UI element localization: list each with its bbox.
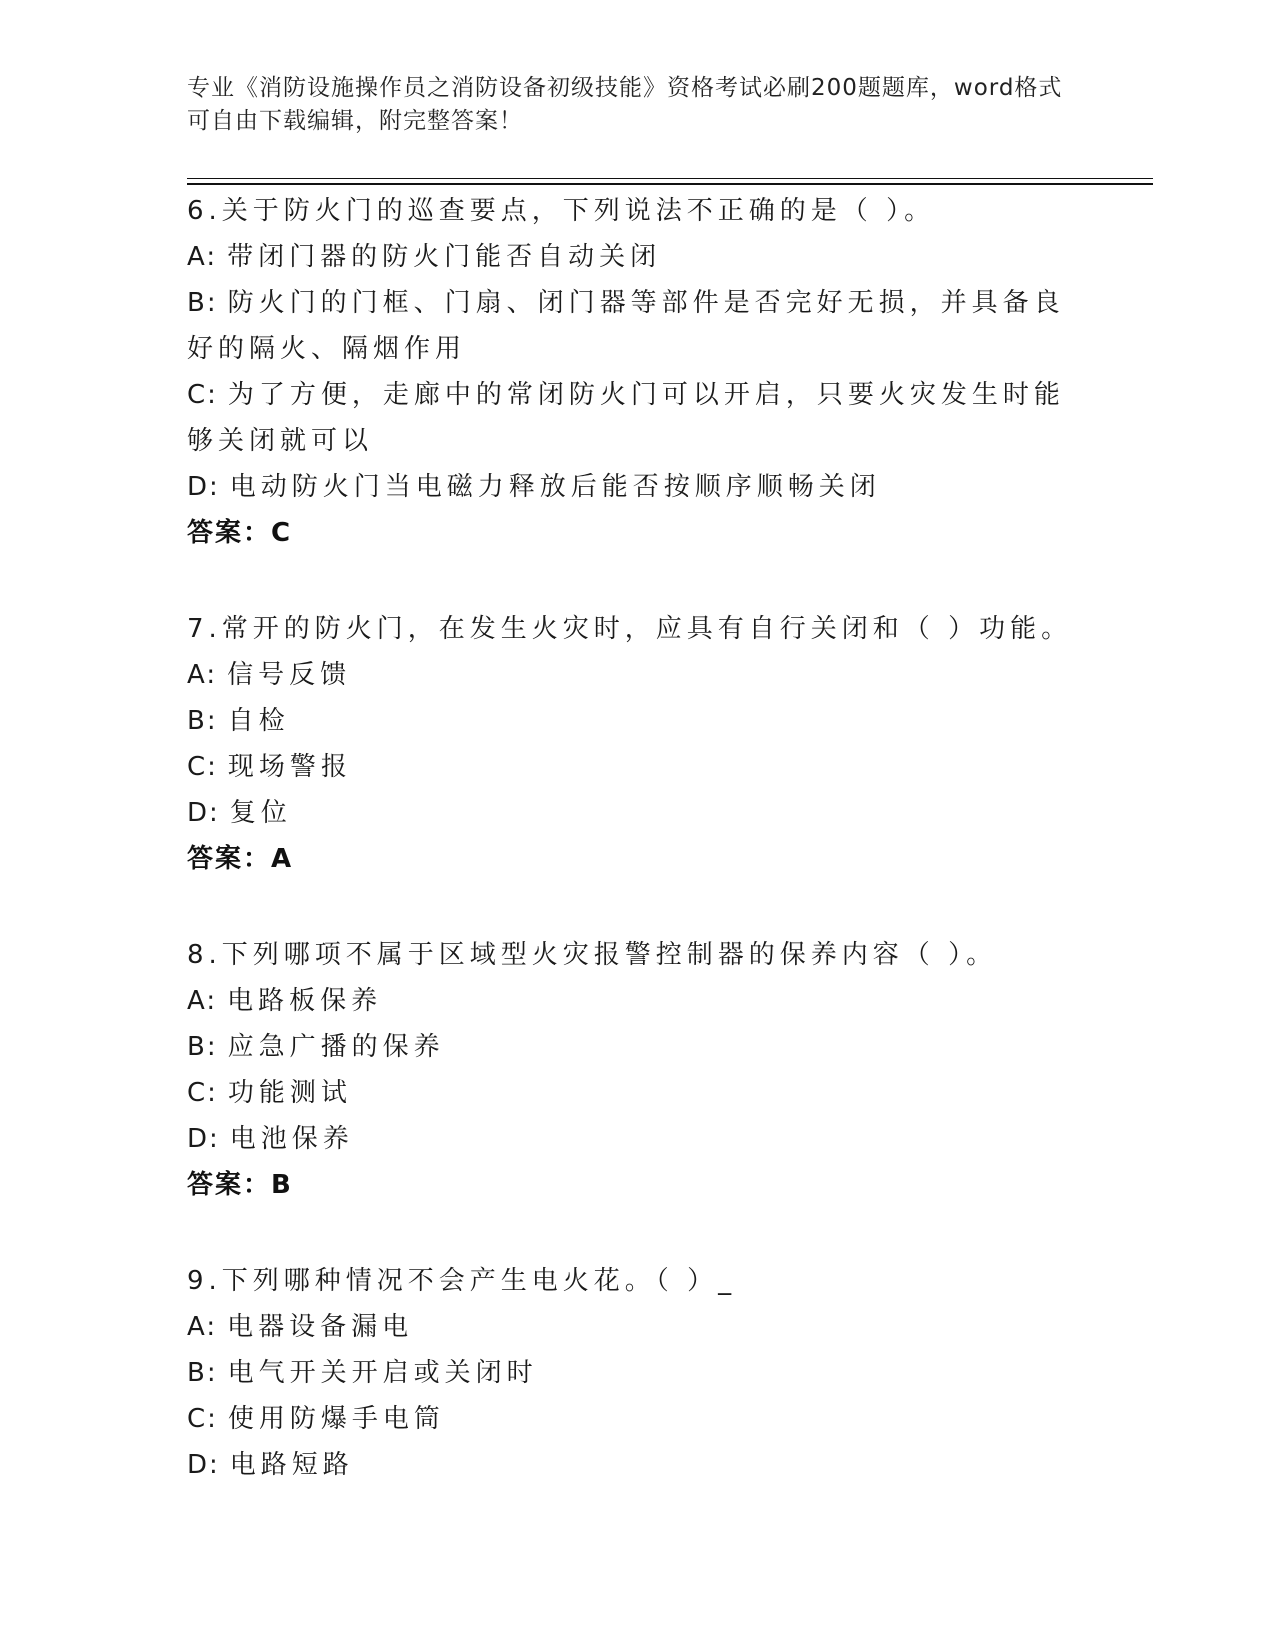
option-letter: D:: [187, 1124, 220, 1154]
option-letter: C:: [187, 1404, 218, 1434]
option-text: 电动防火门当电磁力释放后能否按顺序顺畅关闭: [229, 472, 881, 502]
option-d: [187, 1442, 1087, 1488]
option-letter: C:: [187, 1078, 218, 1108]
option-a: [187, 234, 1087, 280]
option-text: 为了方便，走廊中的常闭防火门可以开启，只要火灾发生时能够关闭就可以: [187, 380, 1065, 456]
question-8: [187, 932, 1087, 1208]
option-letter: D:: [187, 798, 220, 828]
option-letter: D:: [187, 1450, 220, 1480]
option-letter: C:: [187, 380, 218, 410]
option-d: [187, 1116, 1087, 1162]
question-stem: 6.关于防火门的巡查要点，下列说法不正确的是（ ）。: [187, 196, 936, 226]
header-rule-thick: [187, 183, 1153, 185]
option-d: [187, 464, 1087, 510]
option-letter: A:: [187, 986, 218, 1016]
option-text: 电路板保养: [227, 986, 383, 1016]
answer-line: 答案：B: [187, 1170, 293, 1200]
option-a: [187, 1304, 1087, 1350]
option-text: 带闭门器的防火门能否自动关闭: [227, 242, 662, 272]
question-stem: 7.常开的防火门，在发生火灾时，应具有自行关闭和（ ）功能。: [187, 614, 1073, 644]
option-letter: A:: [187, 1312, 218, 1342]
option-c: [187, 372, 1087, 464]
question-9: [187, 1258, 1087, 1488]
answer-line: 答案：C: [187, 518, 293, 548]
option-a: [187, 652, 1087, 698]
option-letter: D:: [187, 472, 220, 502]
option-c: [187, 1070, 1087, 1116]
option-b: [187, 1024, 1087, 1070]
option-text: 防火门的门框、门扇、闭门器等部件是否完好无损，并具备良好的隔火、隔烟作用: [187, 288, 1065, 364]
option-text: 电池保养: [229, 1124, 354, 1154]
option-text: 信号反馈: [227, 660, 352, 690]
option-letter: C:: [187, 752, 218, 782]
option-text: 应急广播的保养: [227, 1032, 445, 1062]
question-list: [187, 188, 1087, 1538]
option-text: 自检: [227, 706, 290, 736]
option-text: 电路短路: [229, 1450, 354, 1480]
option-letter: A:: [187, 660, 218, 690]
option-text: 复位: [229, 798, 292, 828]
option-letter: B:: [187, 1358, 218, 1388]
option-text: 现场警报: [227, 752, 352, 782]
option-text: 电器设备漏电: [227, 1312, 414, 1342]
option-text: 功能测试: [227, 1078, 352, 1108]
option-a: [187, 978, 1087, 1024]
option-b: [187, 280, 1087, 372]
option-b: [187, 698, 1087, 744]
question-6: [187, 188, 1087, 556]
document-header: 专业《消防设施操作员之消防设备初级技能》资格考试必刷200题题库，word格式可自由下载编辑，附完整答案！: [187, 75, 1063, 134]
option-b: [187, 1350, 1087, 1396]
option-c: [187, 744, 1087, 790]
question-stem: 9.下列哪种情况不会产生电火花。（ ）_: [187, 1266, 737, 1296]
answer-line: 答案：A: [187, 844, 294, 874]
question-stem: 8.下列哪项不属于区域型火灾报警控制器的保养内容（ ）。: [187, 940, 998, 970]
option-letter: B:: [187, 706, 218, 736]
option-letter: B:: [187, 1032, 218, 1062]
option-c: [187, 1396, 1087, 1442]
option-text: 使用防爆手电筒: [227, 1404, 445, 1434]
option-text: 电气开关开启或关闭时: [227, 1358, 538, 1388]
option-letter: B:: [187, 288, 218, 318]
header-rule-thin: [187, 178, 1153, 179]
question-7: [187, 606, 1087, 882]
option-d: [187, 790, 1087, 836]
option-letter: A:: [187, 242, 218, 272]
